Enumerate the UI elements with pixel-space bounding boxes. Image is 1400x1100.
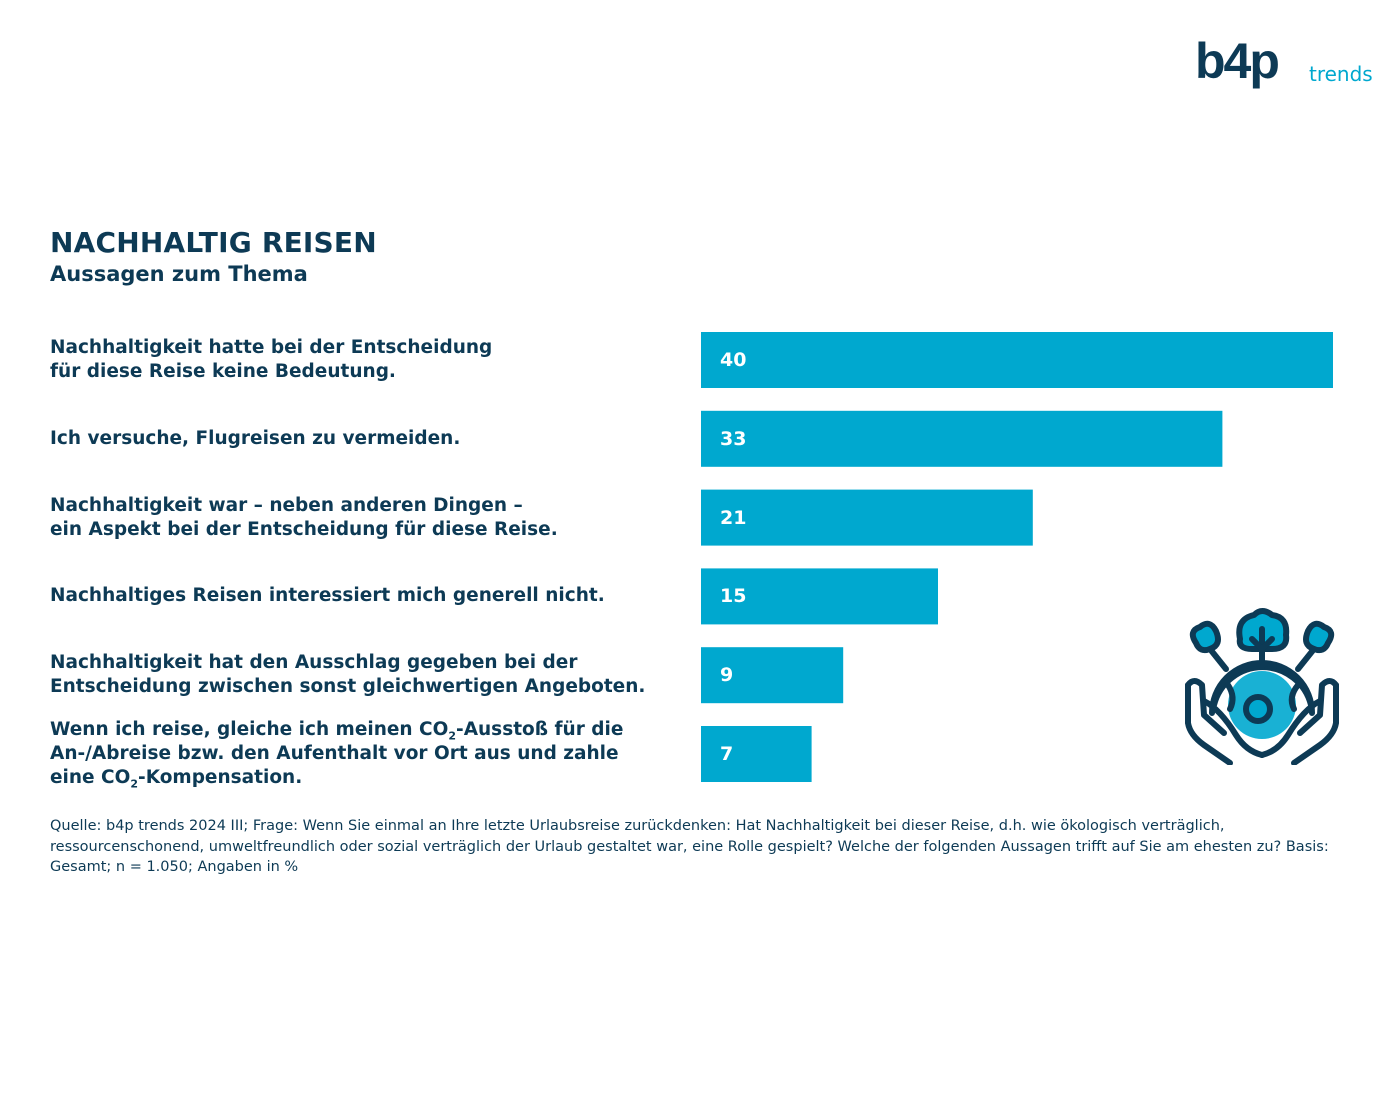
category-label <box>50 336 680 384</box>
bar-value-label: 15 <box>720 585 747 608</box>
chart-title: NACHHALTIG REISEN <box>50 226 377 259</box>
category-label-line: An-/Abreise bzw. den Aufenthalt vor Ort aus und zahle <box>50 743 619 764</box>
category-label-line: Ich versuche, Flugreisen zu vermeiden. <box>50 427 461 449</box>
bar-value-label: 40 <box>720 349 747 371</box>
category-label <box>50 584 680 608</box>
category-label <box>50 427 680 451</box>
bar <box>701 332 1333 388</box>
bar <box>701 411 1222 467</box>
bar-value-label: 9 <box>720 664 734 687</box>
category-label-line: Nachhaltigkeit war – neben anderen Dingen – <box>50 494 523 516</box>
bar-value-label: 21 <box>720 506 747 529</box>
category-label-line: Entscheidung zwischen sonst gleichwertigen Angeboten. <box>50 676 646 698</box>
category-label-line: Nachhaltigkeit hatte bei der Entscheidung <box>50 337 493 358</box>
category-label-line: Wenn ich reise, gleiche ich meinen $CO_2$-Ausstoß für die <box>50 719 624 743</box>
category-label-line: für diese Reise keine Bedeutung. <box>50 361 396 382</box>
bar <box>701 726 812 782</box>
logo-main-text: b4p <box>1195 36 1278 89</box>
logo-sub-text: trends <box>1309 62 1373 86</box>
category-label-line: Nachhaltigkeit hat den Ausschlag gegeben bei der <box>50 652 578 674</box>
category-label-line: eine $CO_2$-Kompensation. <box>50 767 303 791</box>
category-label-line: ein Aspekt bei der Entscheidung für diese Reise. <box>50 518 558 540</box>
bar <box>701 490 1033 546</box>
category-label <box>50 718 680 790</box>
hands-holding-globe-with-trees-icon <box>1180 605 1345 765</box>
chart-subtitle: Aussagen zum Thema <box>50 262 308 286</box>
category-label <box>50 494 680 542</box>
bar-value-label: 33 <box>720 427 747 450</box>
category-label-line: Nachhaltiges Reisen interessiert mich generell nicht. <box>50 585 605 607</box>
category-label <box>50 651 680 699</box>
source-footnote: Quelle: b4p trends 2024 III; Frage: Wenn Sie einmal an Ihre letzte Urlaubsreise zurückdenken: Hat Nachhaltigkeit bei dieser Reise, d.h. wie ökologisch verträglich, ressourcenschonend, umweltfreundlich oder sozial verträglich der Urlaub gestaltet war, eine Rolle gespielt? Welche der folgenden Aussagen trifft auf Sie am ehesten zu? Basis: Gesamt; n = 1.050; Angaben in % <box>50 818 1329 875</box>
bar-value-label: 7 <box>720 743 734 765</box>
